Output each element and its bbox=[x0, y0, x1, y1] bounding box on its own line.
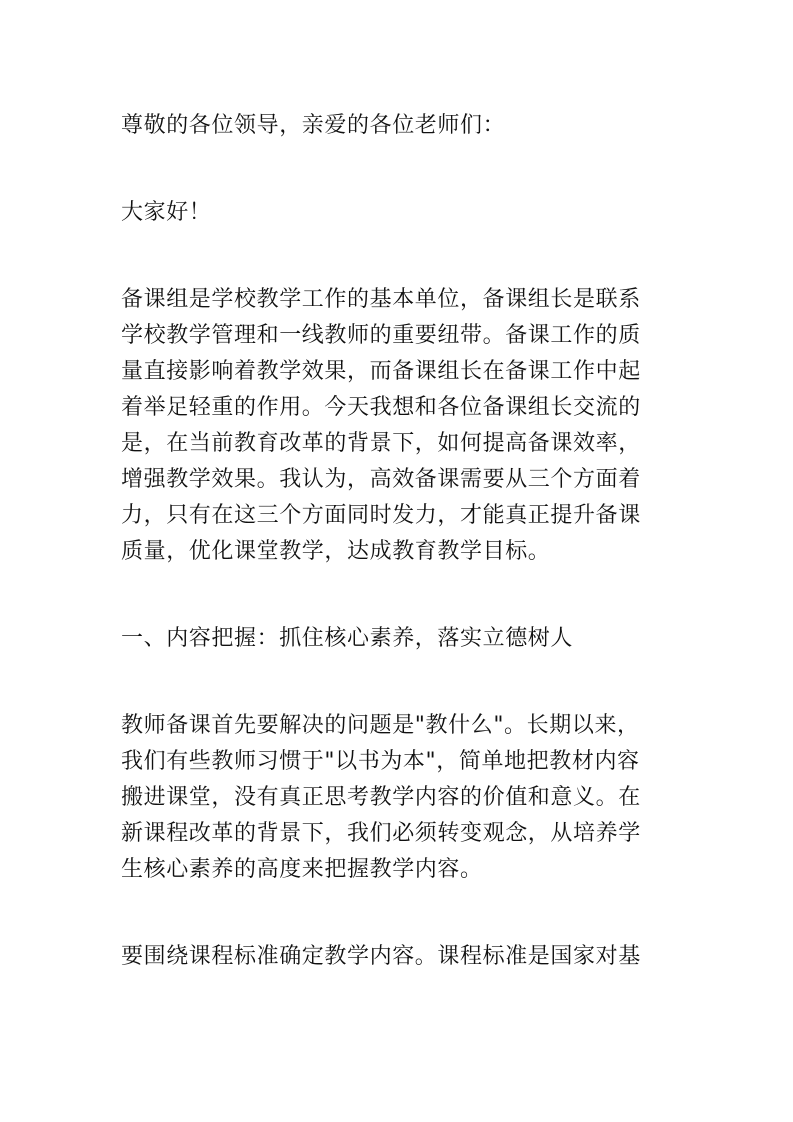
paragraph-line: 着举足轻重的作用。今天我想和各位备课组长交流的 bbox=[121, 395, 641, 420]
paragraph-content bbox=[121, 708, 677, 888]
spacer bbox=[121, 570, 677, 621]
paragraph-line: 力，只有在这三个方面同时发力，才能真正提升备课 bbox=[121, 503, 641, 528]
paragraph-line: 量直接影响着教学效果，而备课组长在备课工作中起 bbox=[121, 359, 641, 384]
paragraph-line: 新课程改革的背景下，我们必须转变观念，从培养学 bbox=[121, 821, 641, 846]
paragraph-line: 质量，优化课堂教学，达成教育教学目标。 bbox=[121, 539, 551, 564]
paragraph-line: 增强教学效果。我认为，高效备课需要从三个方面着 bbox=[121, 467, 641, 492]
paragraph-line: 我们有些教师习惯于"以书为本"，简单地把教材内容 bbox=[121, 749, 640, 774]
paragraph-line: 是，在当前教育改革的背景下，如何提高备课效率， bbox=[121, 431, 641, 456]
spacer bbox=[121, 888, 677, 939]
spacer bbox=[121, 144, 677, 195]
paragraph-intro bbox=[121, 282, 677, 570]
spacer bbox=[121, 657, 677, 708]
spacer bbox=[121, 231, 677, 282]
paragraph-curriculum bbox=[121, 939, 677, 975]
paragraph-line: 要围绕课程标准确定教学内容。课程标准是国家对基 bbox=[121, 944, 641, 969]
paragraph-line: 学校教学管理和一线教师的重要纽带。备课工作的质 bbox=[121, 323, 641, 348]
greeting: 大家好！ bbox=[121, 200, 212, 225]
section-heading: 一、内容把握：抓住核心素养，落实立德树人 bbox=[121, 626, 574, 651]
document-page bbox=[121, 108, 677, 975]
salutation: 尊敬的各位领导，亲爱的各位老师们： bbox=[121, 113, 506, 138]
paragraph-line: 教师备课首先要解决的问题是"教什么"。长期以来， bbox=[121, 713, 640, 738]
paragraph-line: 搬进课堂，没有真正思考教学内容的价值和意义。在 bbox=[121, 785, 641, 810]
paragraph-line: 备课组是学校教学工作的基本单位，备课组长是联系 bbox=[121, 287, 641, 312]
paragraph-line: 生核心素养的高度来把握教学内容。 bbox=[121, 857, 483, 882]
